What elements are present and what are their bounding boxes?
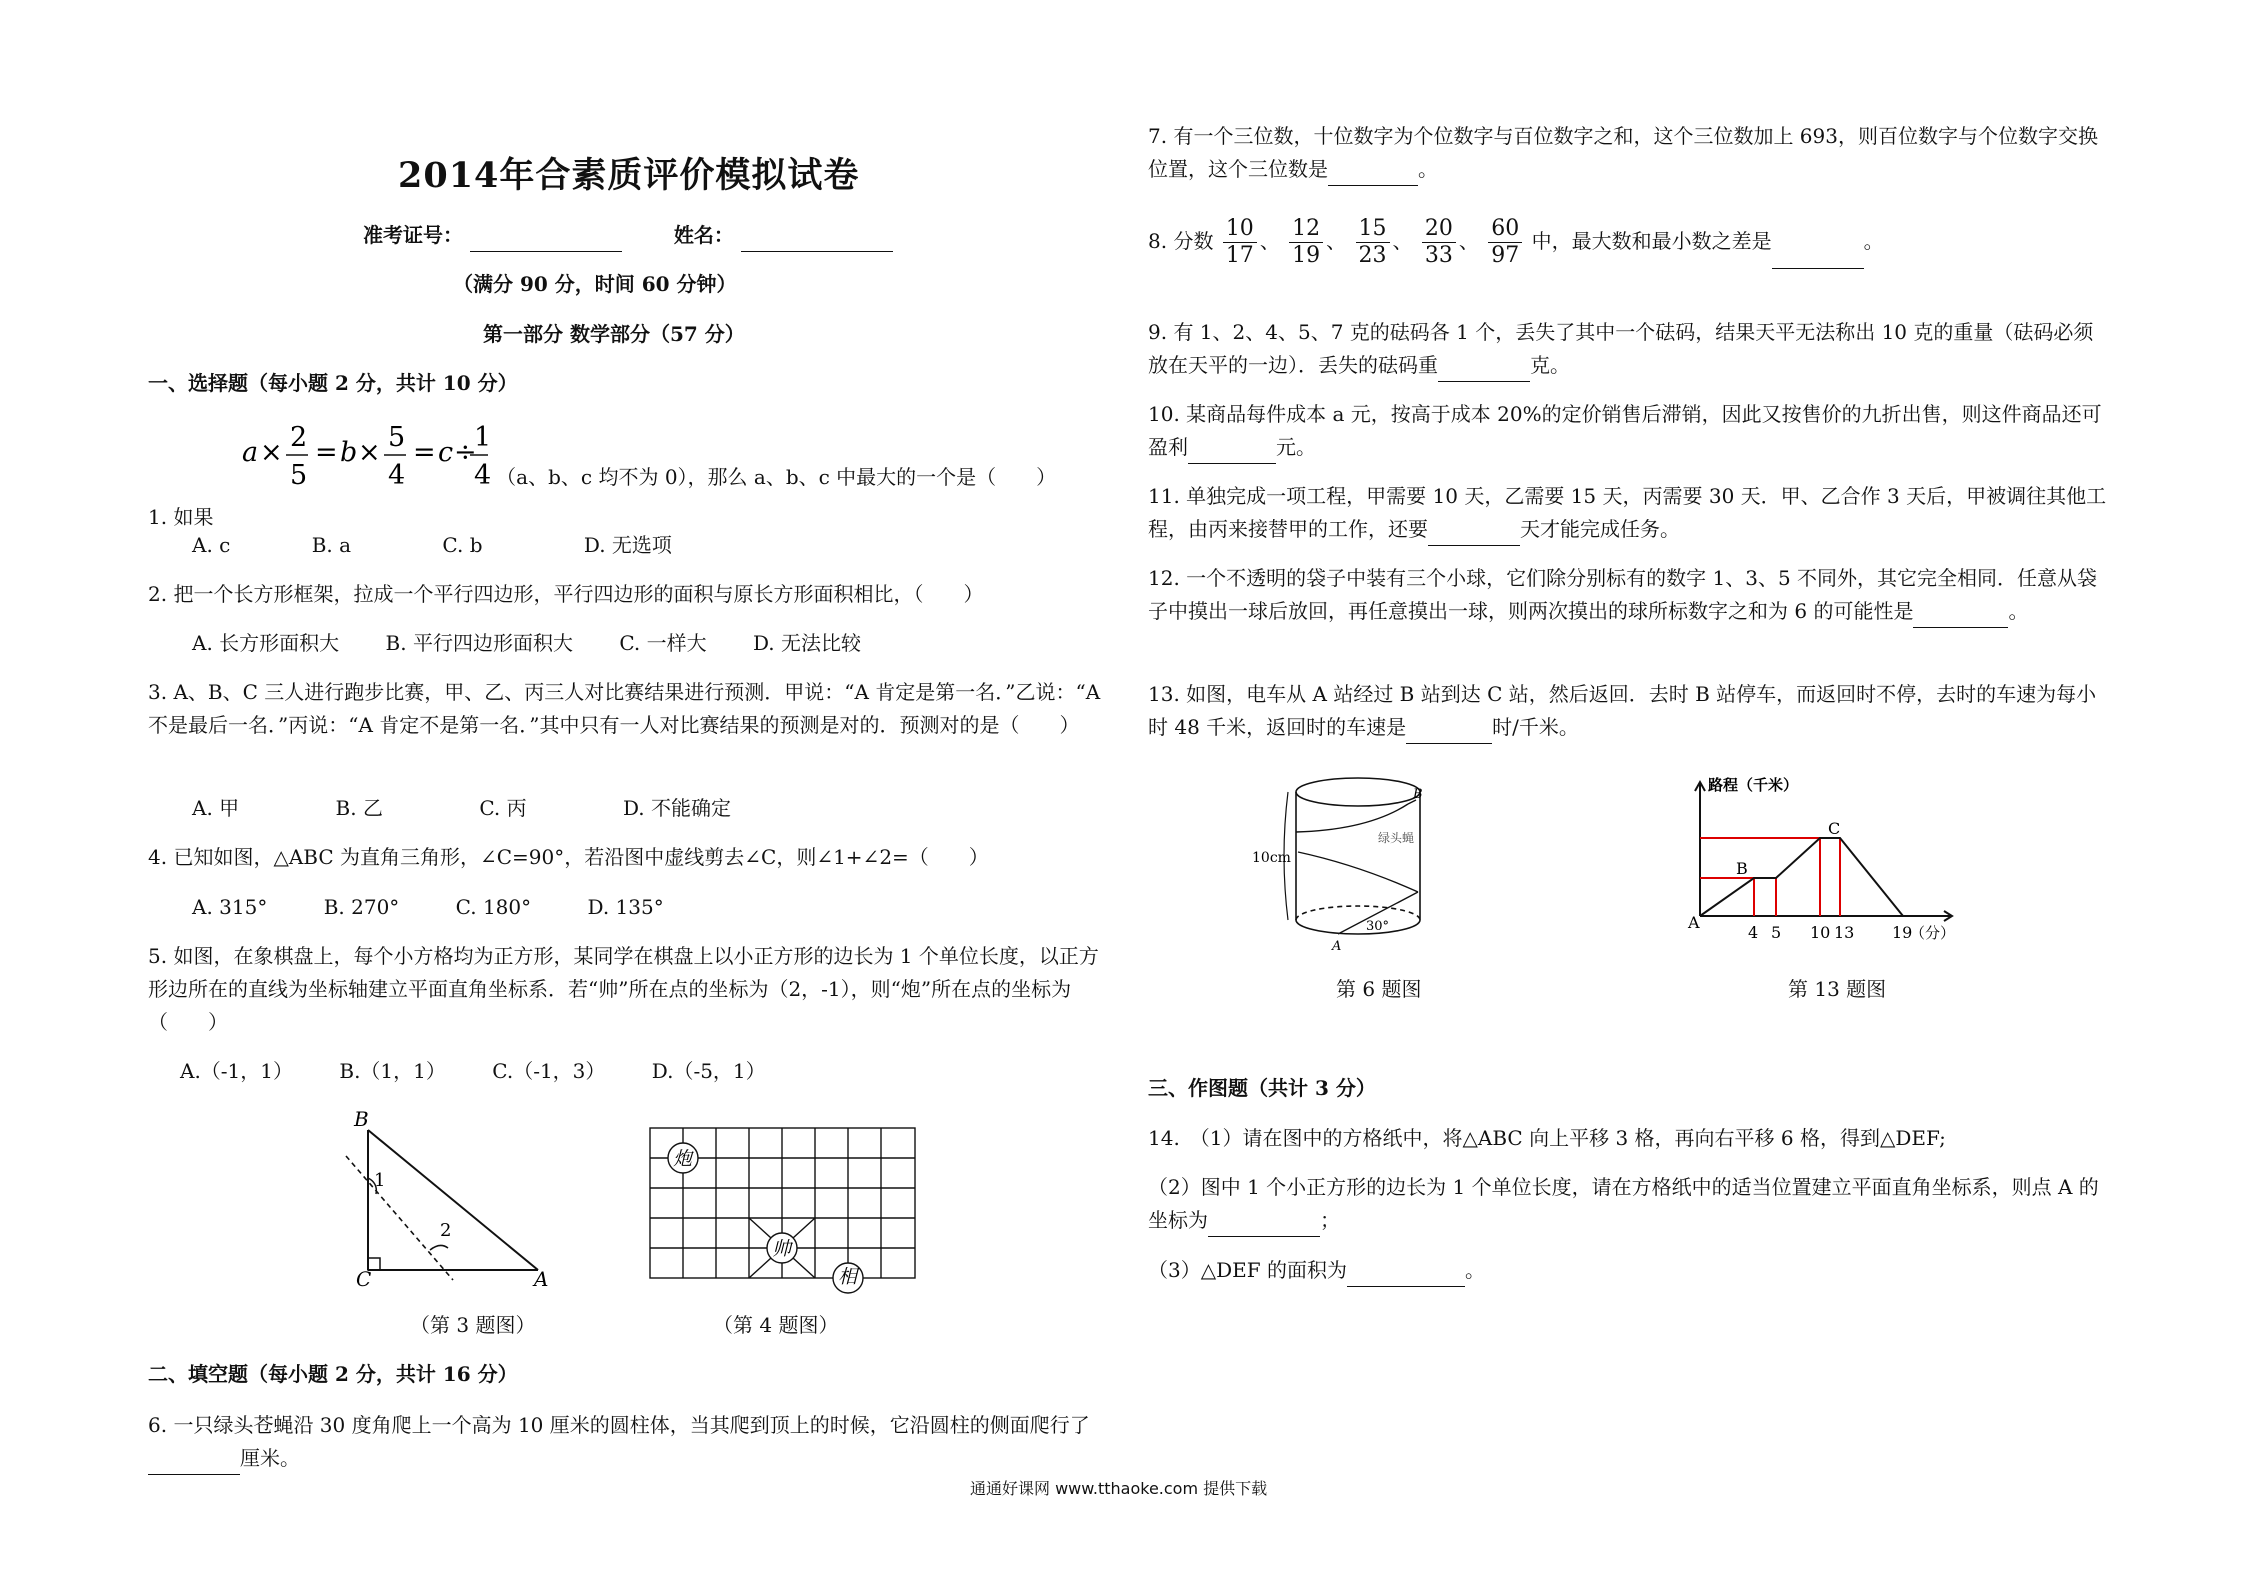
question-9 bbox=[1148, 316, 2108, 382]
q9-text: 9. 有 1、2、4、5、7 克的砝码各 1 个，丢失了其中一个砝码，结果天平无法称出 10 克的重量（砝码必须放在天平的一边）．丢失的砝码重 bbox=[1148, 320, 2094, 377]
svg-text:4: 4 bbox=[387, 460, 405, 491]
graph-origin-label: A bbox=[1688, 913, 1700, 932]
triangle-angle-2: 2 bbox=[440, 1220, 452, 1241]
svg-text:=: = bbox=[412, 437, 436, 468]
q3-option-d[interactable]: D. 不能确定 bbox=[622, 796, 732, 820]
section3-heading: 三、作图题（共计 3 分） bbox=[1148, 1076, 1376, 1100]
q1-option-a[interactable]: A. c bbox=[192, 533, 231, 557]
figure-6-cylinder bbox=[1252, 770, 1438, 955]
svg-text:×: × bbox=[259, 437, 283, 468]
piece-pao: 炮 bbox=[673, 1148, 693, 1170]
cylinder-top-label: B bbox=[1413, 787, 1423, 802]
section2-heading: 二、填空题（每小题 2 分，共计 16 分） bbox=[148, 1362, 518, 1386]
fig3-caption: （第 3 题图） bbox=[410, 1313, 536, 1337]
graph-xtick-10: 10 bbox=[1810, 923, 1831, 942]
q1-prefix: 1. 如果 bbox=[148, 505, 214, 529]
name-blank[interactable] bbox=[741, 229, 893, 252]
q6-answer-blank[interactable] bbox=[148, 1452, 240, 1475]
question-10 bbox=[1148, 398, 2108, 464]
question-2: 2. 把一个长方形框架，拉成一个平行四边形，平行四边形的面积与原长方形面积相比，（ ） bbox=[148, 582, 984, 606]
q2-option-c[interactable]: C. 一样大 bbox=[619, 631, 707, 655]
q3-option-b[interactable]: B. 乙 bbox=[335, 796, 383, 820]
q1-options bbox=[192, 529, 722, 562]
graph-xtick-19: 19 bbox=[1892, 923, 1913, 942]
q8-fraction-5: $\frac{60}{97}$ bbox=[1488, 216, 1522, 269]
graph-xtick-4: 4 bbox=[1748, 923, 1759, 942]
graph-point-c: C bbox=[1828, 819, 1841, 838]
q14b-text: （2）图中 1 个小正方形的边长为 1 个单位长度，请在方格纸中的适当位置建立平面直角坐标系，则点 A 的坐标为 bbox=[1148, 1175, 2099, 1232]
cylinder-fly-label: 绿头蝇 bbox=[1378, 831, 1415, 845]
question-13 bbox=[1148, 678, 2108, 744]
name-label: 姓名： bbox=[673, 223, 734, 247]
id-label: 准考证号： bbox=[363, 223, 463, 247]
graph-point-b: B bbox=[1736, 859, 1748, 878]
svg-text:a: a bbox=[241, 437, 258, 468]
figure-3-triangle bbox=[328, 1107, 549, 1291]
svg-text:4: 4 bbox=[473, 460, 491, 491]
q13-tail: 时/千米。 bbox=[1492, 715, 1579, 739]
cylinder-angle-label: 30° bbox=[1366, 919, 1390, 934]
q4-option-c[interactable]: C. 180° bbox=[455, 895, 532, 919]
q2-option-d[interactable]: D. 无法比较 bbox=[752, 631, 862, 655]
question-12 bbox=[1148, 562, 2108, 628]
q8-answer-blank[interactable] bbox=[1772, 246, 1864, 269]
q7-text: 7. 有一个三位数，十位数字为个位数字与百位数字之和，这个三位数加上 693，则百位数字与个位数字交换位置，这个三位数是 bbox=[1148, 124, 2098, 181]
q4-options bbox=[192, 891, 714, 924]
q7-answer-blank[interactable] bbox=[1328, 163, 1418, 186]
q10-tail: 元。 bbox=[1276, 435, 1316, 459]
graph-ylabel: 路程（千米） bbox=[1708, 776, 1799, 794]
q8-fraction-4: $\frac{20}{33}$ bbox=[1422, 216, 1456, 269]
piece-shuai: 帅 bbox=[772, 1238, 792, 1260]
q14c-answer-blank[interactable] bbox=[1347, 1264, 1465, 1287]
q5-option-c[interactable]: C.（-1，3） bbox=[492, 1059, 606, 1083]
candidate-info-line bbox=[363, 219, 893, 252]
q2-options bbox=[192, 627, 911, 660]
q11-text: 11. 单独完成一项工程，甲需要 10 天，乙需要 15 天，丙需要 30 天．甲、乙合作 3 天后，甲被调往其他工程，由丙来接替甲的工作，还要 bbox=[1148, 484, 2107, 541]
question-6 bbox=[148, 1409, 1108, 1475]
svg-text:1: 1 bbox=[473, 422, 491, 453]
question-5: 5. 如图，在象棋盘上，每个小方格均为正方形，某同学在棋盘上以小正方形的边长为 1 个单位长度，以正方形边所在的直线为坐标轴建立平面直角坐标系．若“帅”所在点的坐标为（2，-1），则“炮”所在点的坐标为（ ） bbox=[148, 944, 1099, 1034]
question-4: 4. 已知如图，△ABC 为直角三角形，∠C=90°，若沿图中虚线剪去∠C，则∠1+∠2=（ ） bbox=[148, 845, 989, 869]
fig4-caption: （第 4 题图） bbox=[713, 1313, 839, 1337]
q1-suffix: （a、b、c 均不为 0），那么 a、b、c 中最大的一个是（ ） bbox=[496, 465, 1057, 489]
q11-answer-blank[interactable] bbox=[1428, 523, 1520, 546]
figure-4-chessboard bbox=[646, 1124, 921, 1288]
piece-xiang: 相 bbox=[838, 1266, 858, 1288]
q13-answer-blank[interactable] bbox=[1406, 721, 1492, 744]
q9-tail: 克。 bbox=[1530, 353, 1570, 377]
q12-answer-blank[interactable] bbox=[1913, 605, 2008, 628]
triangle-label-b: B bbox=[354, 1107, 369, 1131]
q3-options bbox=[192, 792, 781, 825]
score-note: （满分 90 分，时间 60 分钟） bbox=[453, 272, 737, 296]
cylinder-height-label: 10cm bbox=[1252, 850, 1291, 866]
question-1 bbox=[148, 418, 1057, 529]
q8-fraction-2: $\frac{12}{19}$ bbox=[1289, 216, 1323, 269]
fig13-caption: 第 13 题图 bbox=[1788, 977, 1887, 1001]
q12-tail: 。 bbox=[2008, 599, 2029, 623]
q5-option-b[interactable]: B.（1，1） bbox=[339, 1059, 446, 1083]
q1-equation bbox=[240, 418, 490, 498]
svg-text:5: 5 bbox=[289, 460, 307, 491]
svg-text:×: × bbox=[357, 437, 381, 468]
q8-tail: 。 bbox=[1863, 229, 1884, 253]
figure-13-graph bbox=[1688, 774, 1958, 946]
q1-option-c[interactable]: C. b bbox=[442, 533, 483, 557]
question-8 bbox=[1148, 216, 1884, 269]
graph-xtick-5: 5 bbox=[1771, 923, 1782, 942]
question-14-part3 bbox=[1148, 1254, 1485, 1287]
q14c-text: （3）△DEF 的面积为 bbox=[1148, 1258, 1347, 1282]
q2-option-a[interactable]: A. 长方形面积大 bbox=[192, 631, 340, 655]
q8-fraction-3: $\frac{15}{23}$ bbox=[1356, 216, 1390, 269]
q10-answer-blank[interactable] bbox=[1188, 441, 1276, 464]
q12-text: 12. 一个不透明的袋子中装有三个小球，它们除分别标有的数字 1、3、5 不同外，其它完全相同．任意从袋子中摸出一球后放回，再任意摸出一球，则两次摸出的球所标数字之和为 6 的可能性是 bbox=[1148, 566, 2098, 623]
q8-prefix: 8. 分数 bbox=[1148, 229, 1214, 253]
svg-text:=: = bbox=[314, 437, 338, 468]
q4-option-b[interactable]: B. 270° bbox=[323, 895, 400, 919]
page-title: 2014年合素质评价模拟试卷 bbox=[398, 155, 860, 196]
q4-option-d[interactable]: D. 135° bbox=[587, 895, 664, 919]
question-7 bbox=[1148, 120, 2108, 186]
footer-credit: 通通好课网 www.tthaoke.com 提供下载 bbox=[970, 1479, 1268, 1498]
svg-text:÷: ÷ bbox=[453, 437, 477, 468]
svg-text:5: 5 bbox=[387, 422, 405, 453]
q4-option-a[interactable]: A. 315° bbox=[192, 895, 268, 919]
question-14-part1: 14. （1）请在图中的方格纸中，将△ABC 向上平移 3 格，再向右平移 6 格，得到△DEF; bbox=[1148, 1126, 1946, 1150]
q14b-answer-blank[interactable] bbox=[1208, 1214, 1320, 1237]
q6-tail: 厘米。 bbox=[240, 1446, 300, 1470]
q8-sep: 、 bbox=[1458, 229, 1479, 253]
question-11 bbox=[1148, 480, 2108, 546]
q7-tail: 。 bbox=[1418, 157, 1438, 181]
q13-text: 13. 如图，电车从 A 站经过 B 站到达 C 站，然后返回．去时 B 站停车，而返回时不停，去时的车速为每小时 48 千米，返回时的车速是 bbox=[1148, 682, 2097, 739]
q8-sep: 、 bbox=[1392, 229, 1413, 253]
q8-fraction-1: $\frac{10}{17}$ bbox=[1223, 216, 1257, 269]
question-14-part2 bbox=[1148, 1171, 2108, 1237]
question-3: 3. A、B、C 三人进行跑步比赛，甲、乙、丙三人对比赛结果进行预测．甲说：“A 肯定是第一名．”乙说：“A 不是最后一名．”丙说：“A 肯定不是第一名．”其中只有一人对比赛结果的预测是对的．预测对的是（ ） bbox=[148, 680, 1101, 737]
q3-option-c[interactable]: C. 丙 bbox=[479, 796, 527, 820]
graph-xunit: （分） bbox=[1910, 924, 1956, 942]
part1-heading: 第一部分 数学部分（57 分） bbox=[483, 322, 745, 346]
q8-suffix: 中，最大数和最小数之差是 bbox=[1531, 229, 1772, 253]
triangle-label-c: C bbox=[356, 1267, 372, 1291]
id-blank[interactable] bbox=[470, 229, 622, 252]
triangle-angle-1: 1 bbox=[374, 1170, 386, 1191]
fig6-caption: 第 6 题图 bbox=[1336, 977, 1422, 1001]
q11-tail: 天才能完成任务。 bbox=[1520, 517, 1680, 541]
q3-option-a[interactable]: A. 甲 bbox=[192, 796, 240, 820]
svg-text:c: c bbox=[437, 437, 453, 468]
q1-option-d[interactable]: D. 无选项 bbox=[583, 533, 672, 557]
svg-text:2: 2 bbox=[289, 422, 307, 453]
q1-option-b[interactable]: B. a bbox=[311, 533, 352, 557]
cylinder-bottom-label: A bbox=[1332, 939, 1342, 954]
q5-option-d[interactable]: D.（-5，1） bbox=[651, 1059, 766, 1083]
q8-sep: 、 bbox=[1259, 229, 1280, 253]
svg-text:b: b bbox=[339, 437, 358, 468]
graph-xtick-13: 13 bbox=[1834, 923, 1855, 942]
q5-options bbox=[180, 1055, 816, 1088]
q9-answer-blank[interactable] bbox=[1438, 359, 1530, 382]
q2-option-b[interactable]: B. 平行四边形面积大 bbox=[385, 631, 573, 655]
q8-sep: 、 bbox=[1326, 229, 1347, 253]
q14b-tail: ； bbox=[1320, 1208, 1340, 1232]
section1-heading: 一、选择题（每小题 2 分，共计 10 分） bbox=[148, 371, 518, 395]
q14c-tail: 。 bbox=[1464, 1258, 1485, 1282]
q6-text: 6. 一只绿头苍蝇沿 30 度角爬上一个高为 10 厘米的圆柱体，当其爬到顶上的时候，它沿圆柱的侧面爬行了 bbox=[148, 1413, 1090, 1437]
q5-option-a[interactable]: A.（-1，1） bbox=[180, 1059, 294, 1083]
q10-text: 10. 某商品每件成本 a 元，按高于成本 20%的定价销售后滞销，因此又按售价的九折出售，则这件商品还可盈利 bbox=[1148, 402, 2102, 459]
triangle-label-a: A bbox=[534, 1267, 549, 1291]
